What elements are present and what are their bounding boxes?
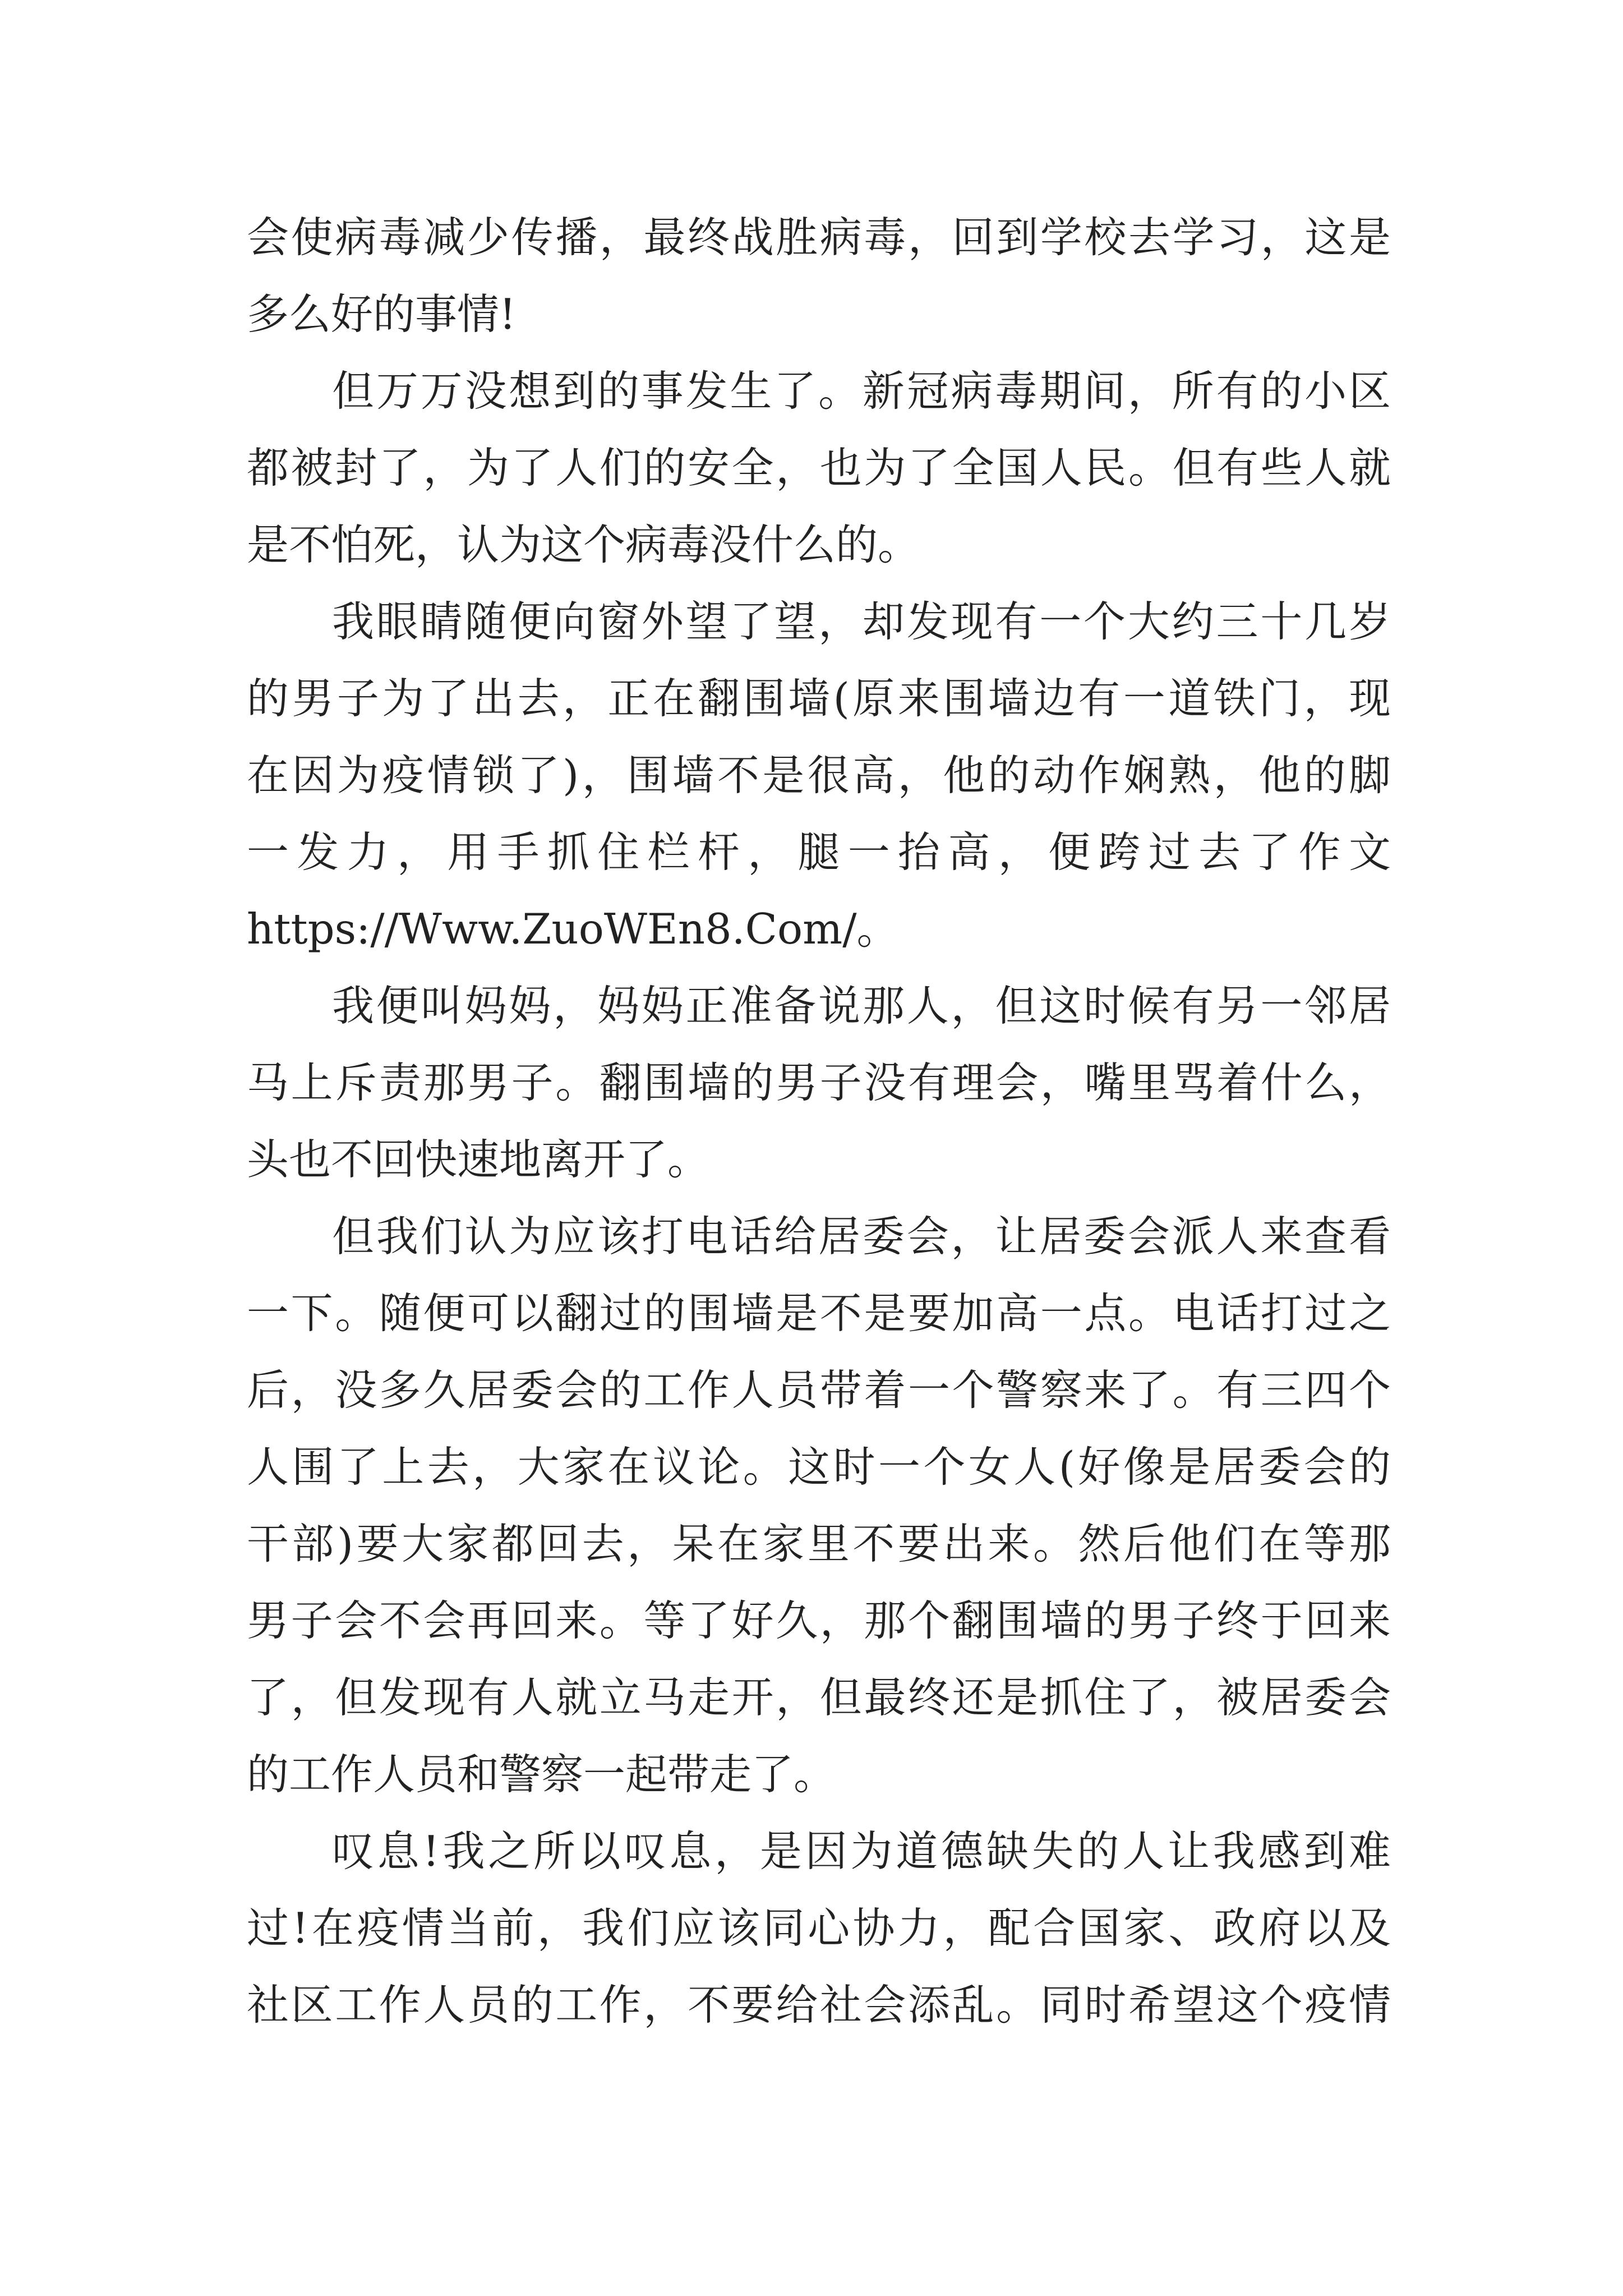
paragraph-line: 头也不回快速地离开了。 (247, 1135, 710, 1184)
paragraph-line: 但万万没想到的事发生了。新冠病毒期间，所有的小区 (332, 366, 1391, 416)
paragraph-line: 了，但发现有人就立马走开，但最终还是抓住了，被居委会 (247, 1673, 1391, 1722)
article-body (247, 199, 1391, 2044)
paragraph-line: 会使病毒减少传播，最终战胜病毒，回到学校去学习，这是 (247, 213, 1391, 262)
paragraph-line-url: https://Www.ZuoWEn8.Com/。 (247, 904, 899, 954)
paragraph-line: 叹息!我之所以叹息，是因为道德缺失的人让我感到难 (332, 1826, 1391, 1876)
paragraph-line: 一发力，用手抓住栏杆，腿一抬高，便跨过去了作文 (247, 827, 1391, 877)
paragraph-line: 是不怕死，认为这个病毒没什么的。 (247, 520, 920, 569)
paragraph-line: 在因为疫情锁了)，围墙不是很高，他的动作娴熟，他的脚 (247, 751, 1391, 800)
paragraph-line: 过!在疫情当前，我们应该同心协力，配合国家、政府以及 (247, 1903, 1391, 1953)
paragraph-line: 我便叫妈妈，妈妈正准备说那人，但这时候有另一邻居 (332, 981, 1391, 1030)
paragraph-line: 后，没多久居委会的工作人员带着一个警察来了。有三四个 (247, 1365, 1391, 1415)
paragraph-line: 人围了上去，大家在议论。这时一个女人(好像是居委会的 (247, 1442, 1391, 1492)
paragraph-line: 都被封了，为了人们的安全，也为了全国人民。但有些人就 (247, 443, 1391, 493)
paragraph-line: 多么好的事情! (247, 289, 517, 339)
paragraph-line: 的工作人员和警察一起带走了。 (247, 1750, 836, 1799)
paragraph-line: 男子会不会再回来。等了好久，那个翻围墙的男子终于回来 (247, 1596, 1391, 1645)
paragraph-line: 我眼睛随便向窗外望了望，却发现有一个大约三十几岁 (332, 597, 1391, 646)
paragraph-line: 一下。随便可以翻过的围墙是不是要加高一点。电话打过之 (247, 1289, 1391, 1338)
paragraph-line: 的男子为了出去，正在翻围墙(原来围墙边有一道铁门，现 (247, 674, 1391, 723)
paragraph-line: 马上斥责那男子。翻围墙的男子没有理会，嘴里骂着什么， (247, 1058, 1391, 1107)
paragraph-line: 社区工作人员的工作，不要给社会添乱。同时希望这个疫情 (247, 1980, 1391, 2030)
paragraph-line: 但我们认为应该打电话给居委会，让居委会派人来查看 (332, 1212, 1391, 1261)
paragraph-line: 干部)要大家都回去，呆在家里不要出来。然后他们在等那 (247, 1519, 1391, 1568)
